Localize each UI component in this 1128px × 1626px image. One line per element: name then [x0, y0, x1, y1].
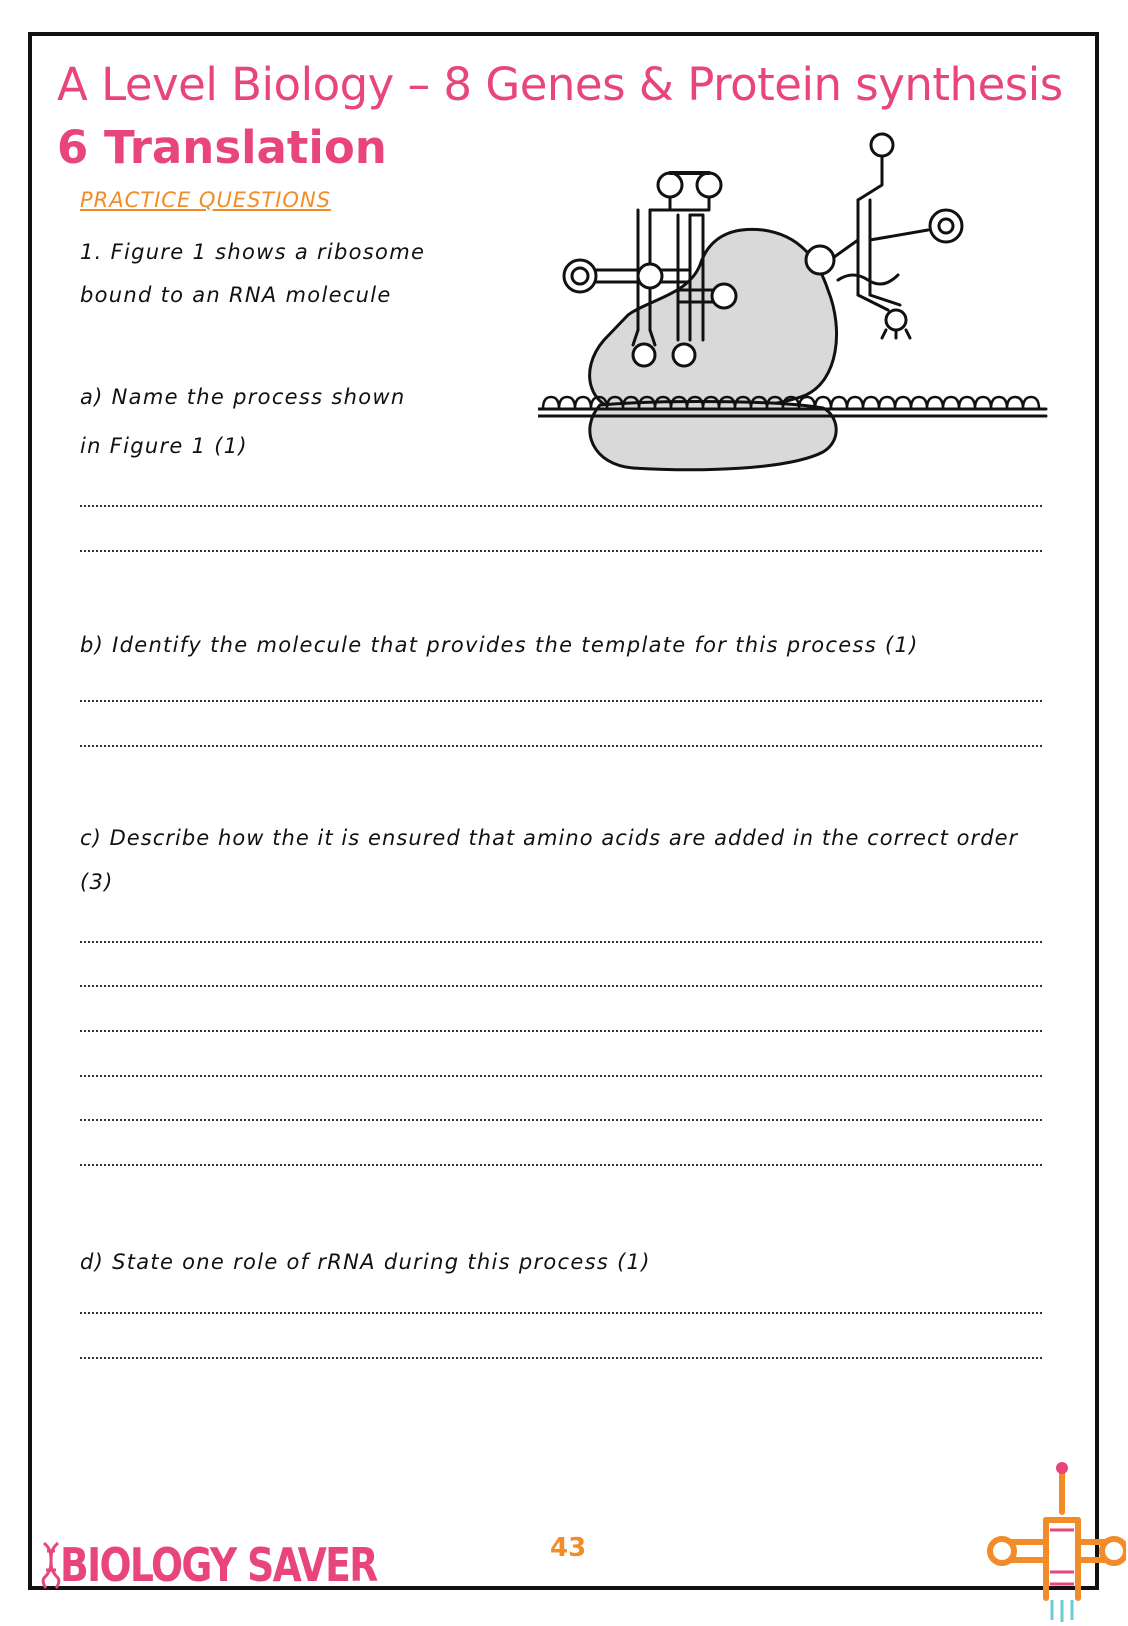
answer-line-c6[interactable] — [80, 1164, 1042, 1166]
answer-line-a1[interactable] — [80, 505, 1042, 507]
question-1b: b) Identify the molecule that provides the template for this process (1) — [80, 633, 919, 657]
question-1d: d) State one role of rRNA during this process (1) — [80, 1250, 651, 1274]
answer-line-b2[interactable] — [80, 745, 1042, 747]
question-1-intro-line-2: bound to an RNA molecule — [80, 283, 392, 307]
answer-line-a2[interactable] — [80, 550, 1042, 552]
answer-line-c3[interactable] — [80, 1030, 1042, 1032]
answer-line-c1[interactable] — [80, 941, 1042, 943]
answer-line-b1[interactable] — [80, 700, 1042, 702]
answer-line-c4[interactable] — [80, 1075, 1042, 1077]
page-subtitle: 6 Translation — [57, 121, 387, 174]
answer-line-d1[interactable] — [80, 1312, 1042, 1314]
answer-line-c2[interactable] — [80, 985, 1042, 987]
page-title: A Level Biology – 8 Genes & Protein synthesis — [57, 58, 1063, 111]
question-1-intro-line-1: 1. Figure 1 shows a ribosome — [80, 240, 426, 264]
question-1c-line-1: c) Describe how the it is ensured that amino acids are added in the correct order — [80, 826, 1019, 850]
question-1a-line-2: in Figure 1 (1) — [80, 434, 248, 458]
question-1a-line-1: a) Name the process shown — [80, 385, 406, 409]
ribosome-trna-illustration-icon — [538, 130, 1048, 480]
brand-name: BIOLOGY SAVER — [60, 1538, 377, 1592]
answer-line-c5[interactable] — [80, 1119, 1042, 1121]
question-1c-line-2: (3) — [80, 870, 114, 894]
brand-logo — [40, 1537, 446, 1593]
answer-line-d2[interactable] — [80, 1357, 1042, 1359]
trna-logo-icon — [986, 1460, 1126, 1626]
page-number: 43 — [550, 1533, 587, 1563]
section-label: PRACTICE QUESTIONS — [80, 188, 331, 212]
dna-helix-icon — [40, 1540, 62, 1590]
